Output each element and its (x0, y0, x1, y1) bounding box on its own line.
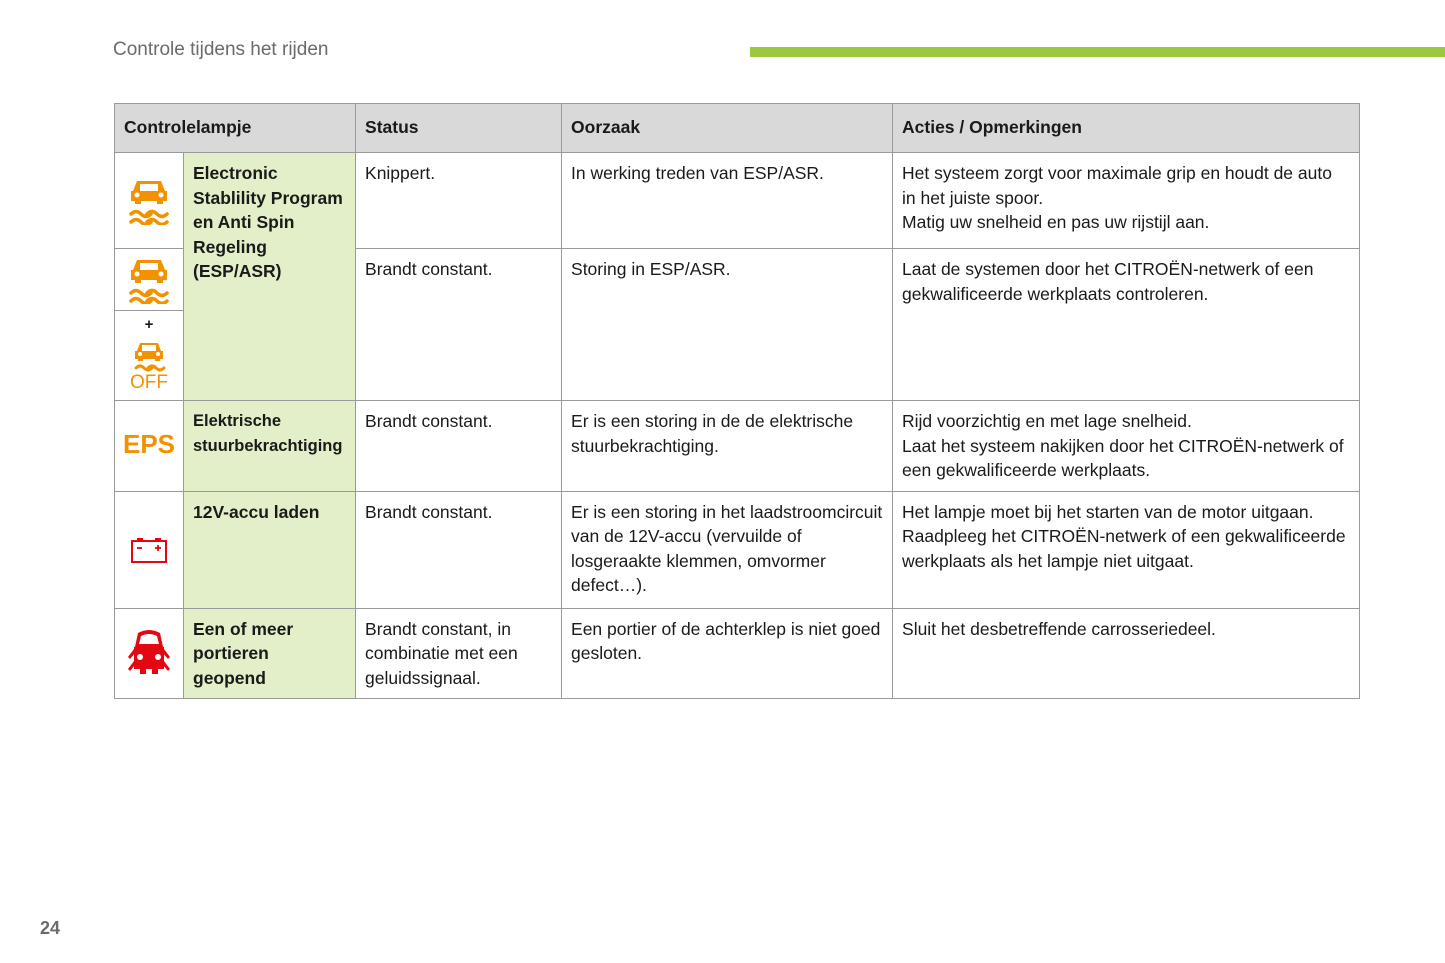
esp-cause-1: In werking treden van ESP/ASR. (562, 153, 893, 249)
header-status: Status (356, 104, 562, 153)
doors-cause: Een portier of de achterklep is niet goed gesloten. (562, 608, 893, 699)
battery-icon-cell (115, 491, 184, 608)
warning-lamps-table (114, 103, 1360, 699)
esp-actions-1-line: Matig uw snelheid en pas uw rijstijl aan. (902, 212, 1210, 232)
door-open-icon (126, 627, 172, 679)
table-header-row (115, 104, 1360, 153)
table-row (115, 608, 1360, 699)
esp-icon-cell-2 (115, 249, 184, 311)
doors-actions (893, 608, 1360, 699)
battery-actions (893, 491, 1360, 608)
eps-icon: EPS (122, 429, 176, 459)
esp-actions-2-line: Laat de systemen door het CITROËN-netwerk of een gekwalificeerde werkplaats controleren. (902, 259, 1314, 304)
section-accent-bar (750, 47, 1445, 57)
eps-status: Brandt constant. (356, 401, 562, 492)
header-lamp: Controlelampje (115, 104, 356, 153)
table-row (115, 153, 1360, 249)
eps-icon-cell (115, 401, 184, 492)
eps-actions-line: Laat het systeem nakijken door het CITROËN-netwerk of een gekwalificeerde werkplaats. (902, 435, 1344, 480)
page-number: 24 (40, 918, 61, 938)
esp-actions-1-line: Het systeem zorgt voor maximale grip en houdt de auto in het juiste spoor. (902, 163, 1332, 208)
table-row (115, 401, 1360, 492)
eps-actions-line: Rijd voorzichtig en met lage snelheid. (902, 411, 1192, 431)
battery-status: Brandt constant. (356, 491, 562, 608)
battery-actions-line: Het lampje moet bij het starten van de motor uitgaan. (902, 501, 1314, 522)
esp-actions-2 (893, 249, 1360, 401)
doors-lamp-name: Een of meer portieren geopend (184, 608, 356, 699)
battery-lamp-name: 12V-accu laden (184, 491, 356, 608)
doors-status: Brandt constant, in combinatie met een geluidssignaal. (356, 608, 562, 699)
esp-skid-icon (127, 177, 171, 225)
battery-icon (130, 536, 168, 564)
doors-actions-line: Sluit het desbetreffende carrosseriedeel. (902, 618, 1216, 639)
off-label: OFF (130, 372, 168, 393)
esp-actions-1 (893, 153, 1360, 249)
section-title: Controle tijdens het rijden (113, 39, 329, 60)
header-cause: Oorzaak (562, 104, 893, 153)
esp-status-1: Knippert. (356, 153, 562, 249)
eps-cause: Er is een storing in de de elektrische stuurbekrachtiging. (562, 401, 893, 492)
esp-lamp-name: Electronic Stablility Program en Anti Spin Regeling (ESP/ASR) (184, 153, 356, 401)
eps-lamp-name: Elektrische stuurbekrachtiging (184, 401, 356, 492)
esp-status-2: Brandt constant. (356, 249, 562, 401)
eps-actions (893, 401, 1360, 492)
esp-cause-2: Storing in ESP/ASR. (562, 249, 893, 401)
header-actions: Acties / Opmerkingen (893, 104, 1360, 153)
battery-cause: Er is een storing in het laadstroomcircuit van de 12V-accu (vervuilde of losgeraakte klemmen, omvormer defect…). (562, 491, 893, 608)
battery-actions-line: Raadpleeg het CITROËN-netwerk of een gekwalificeerde werkplaats als het lampje niet uitgaat. (902, 526, 1346, 571)
plus-sign: + (144, 316, 154, 333)
doors-icon-cell (115, 608, 184, 699)
esp-icon-cell (115, 153, 184, 249)
esp-off-icon-cell (115, 311, 184, 401)
esp-off-icon (132, 340, 166, 374)
esp-skid-icon (127, 256, 171, 304)
table-row (115, 491, 1360, 608)
